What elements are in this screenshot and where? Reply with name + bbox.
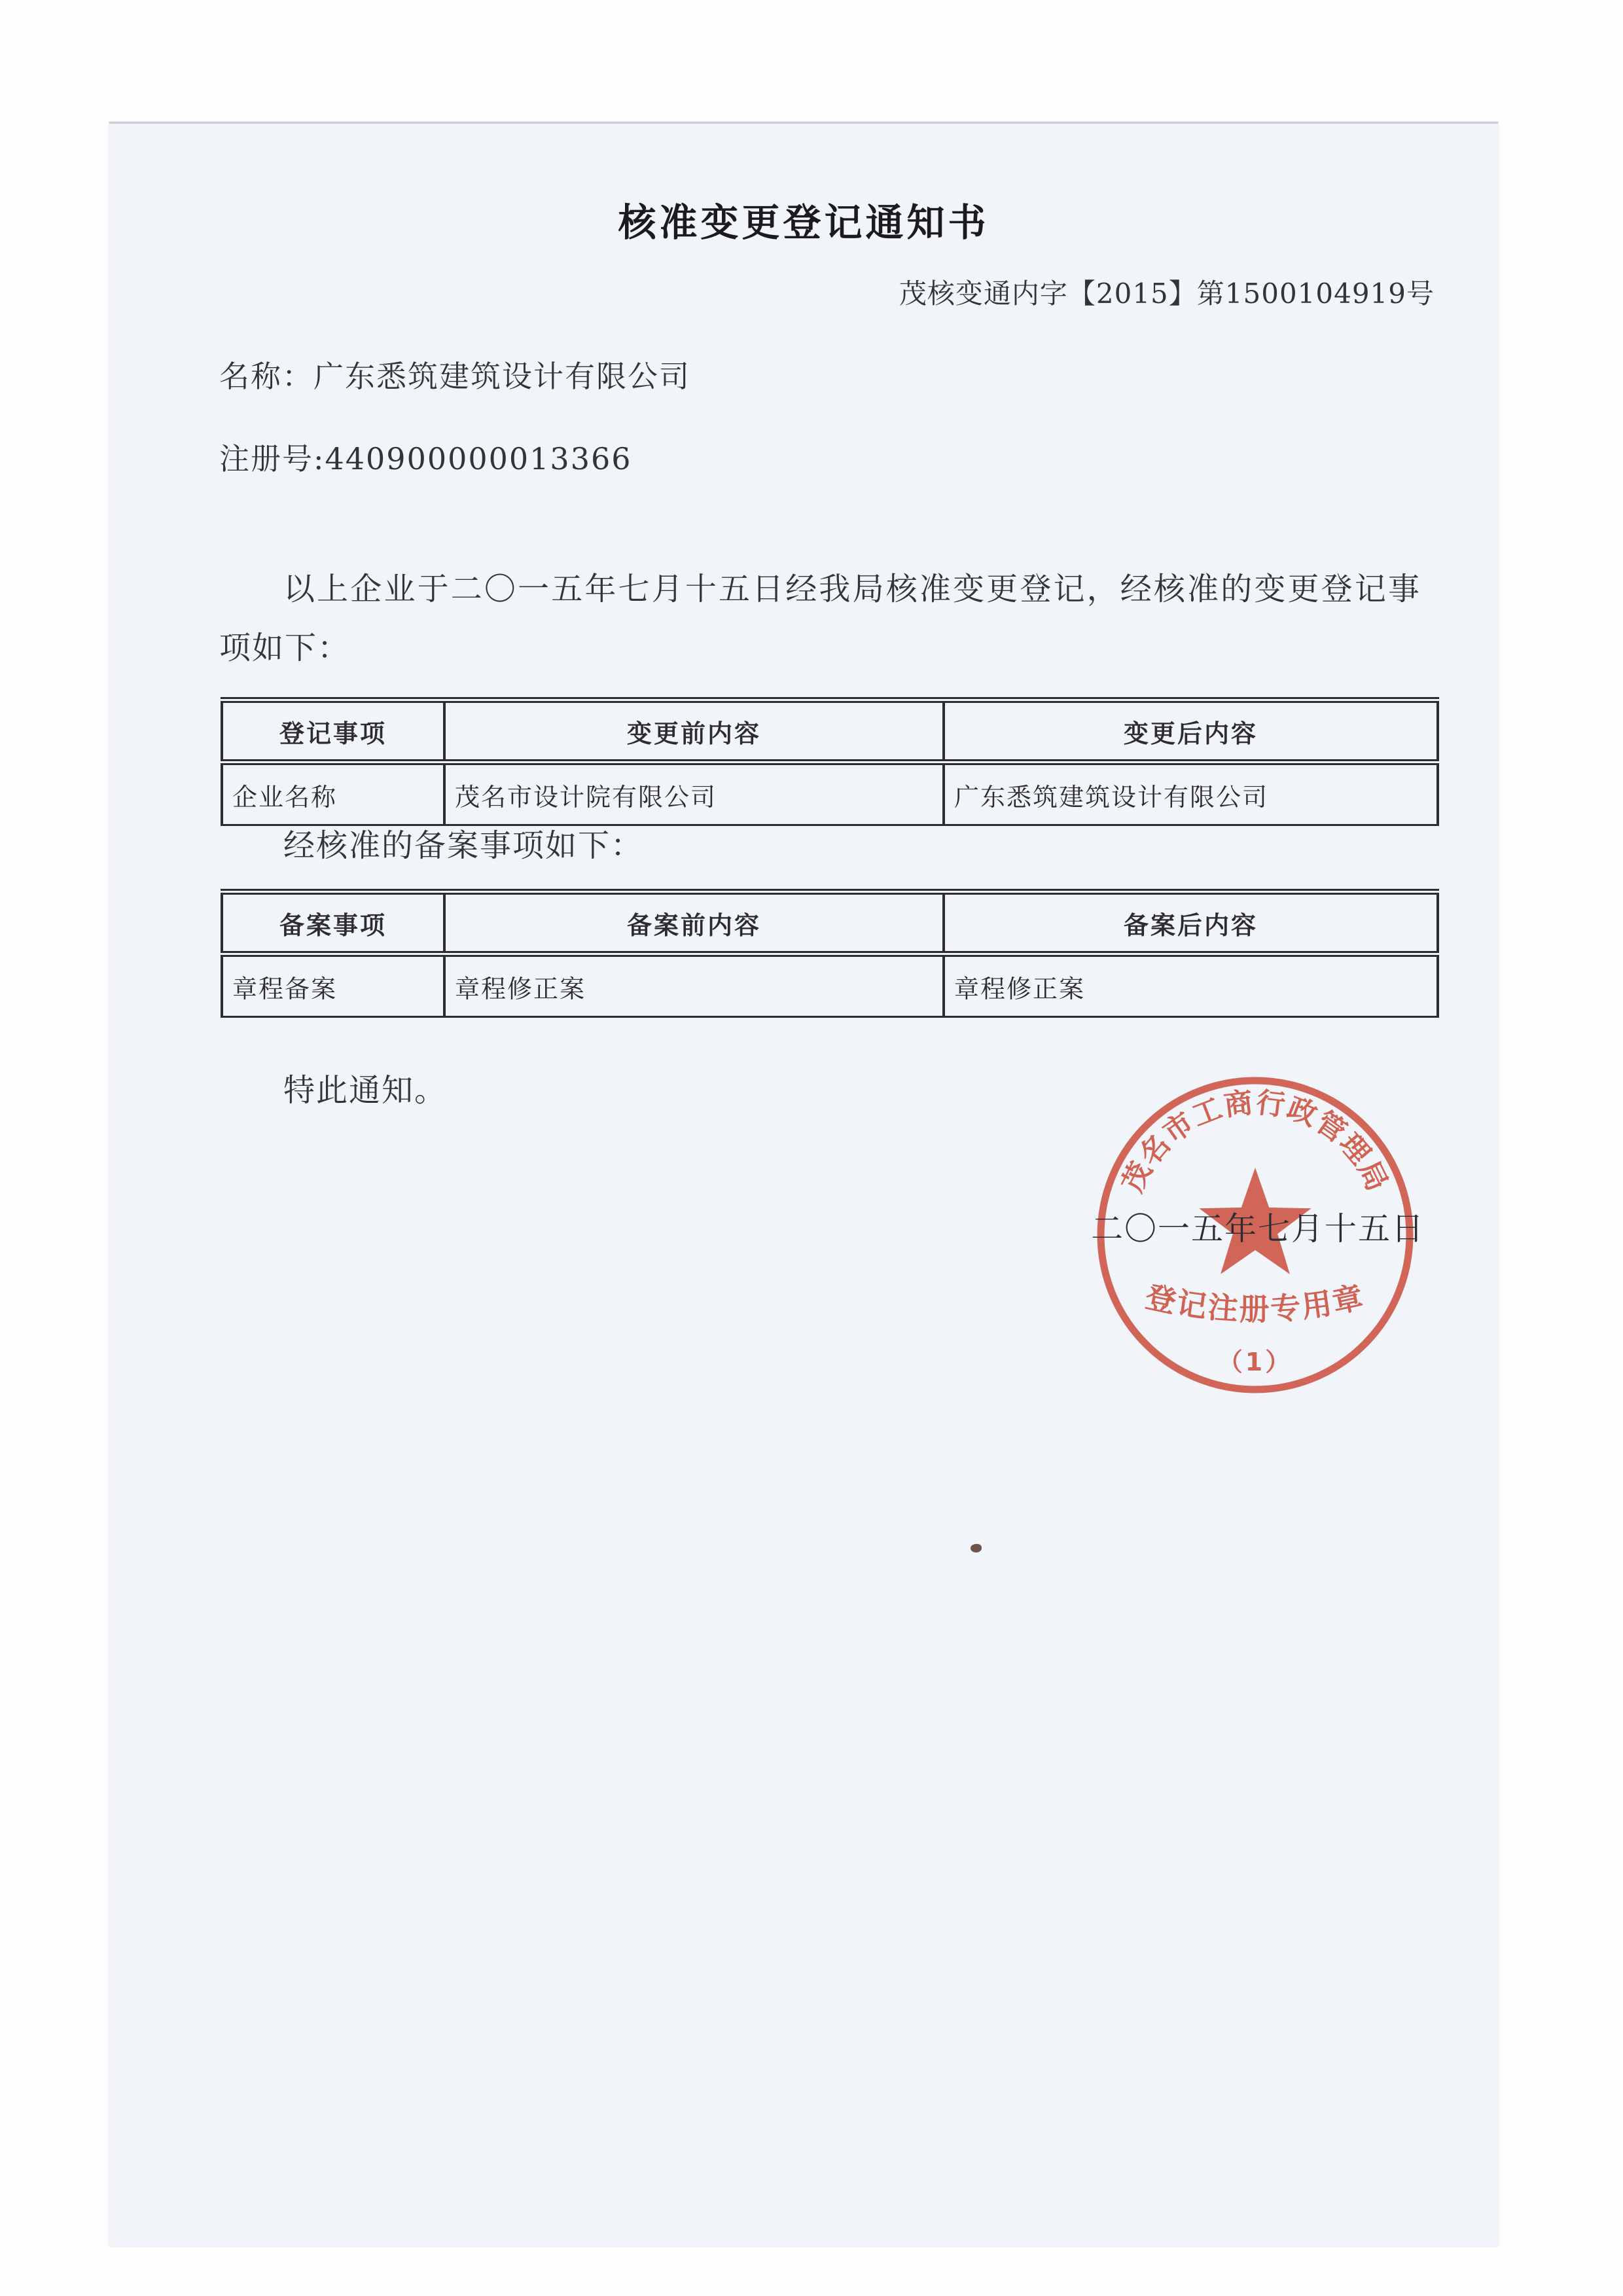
company-name-value: 广东悉筑建筑设计有限公司 [313,359,690,394]
company-name-line [219,353,690,396]
stamp-number-text: （1） [1217,1348,1293,1376]
intro-paragraph: 以上企业于二〇一五年七月十五日经我局核准变更登记，经核准的变更登记事项如下： [219,571,1421,666]
svg-text:登记注册专用章 [1143,1279,1368,1327]
document-title: 核准变更登记通知书 [618,200,990,245]
cell-filing-after: 章程修正案 [944,954,1438,1017]
filing-paragraph: 经核准的备案事项如下： [283,827,644,864]
cell-registration-item: 企业名称 [222,762,444,825]
header-content-before: 变更前内容 [444,700,944,762]
registration-number-value: 440900000013366 [325,441,632,476]
header-filing-item: 备案事项 [222,892,444,954]
cell-content-before: 茂名市设计院有限公司 [444,762,944,825]
stamp-center-text: 登记注册专用章 [1142,1278,1368,1327]
header-registration-item: 登记事项 [222,700,444,762]
closing-note: 特此通知。 [283,1072,448,1109]
document-page [109,122,1498,2246]
header-content-after: 变更后内容 [944,700,1438,762]
stamp-arc-text: 茂名市工商行政管理局 [1116,1086,1395,1198]
cell-filing-before: 章程修正案 [444,954,944,1017]
registration-number-line [219,435,632,478]
header-filing-before: 备案前内容 [444,892,944,954]
ink-speck-artifact [971,1544,982,1552]
table-header-row [222,892,1438,954]
table-header-row [222,700,1438,762]
cell-content-after: 广东悉筑建筑设计有限公司 [944,762,1438,825]
company-name-label: 名称： [219,359,313,394]
registration-number-label: 注册号: [219,441,325,476]
header-filing-after: 备案后内容 [944,892,1438,954]
cell-filing-item: 章程备案 [222,954,444,1017]
issue-date: 二〇一五年七月十五日 [1091,1210,1425,1247]
registration-change-table [221,697,1439,826]
filing-record-table [221,889,1439,1018]
table-row [222,954,1438,1017]
document-reference-number: 茂核变通内字【2015】第1500104919号 [899,278,1435,310]
